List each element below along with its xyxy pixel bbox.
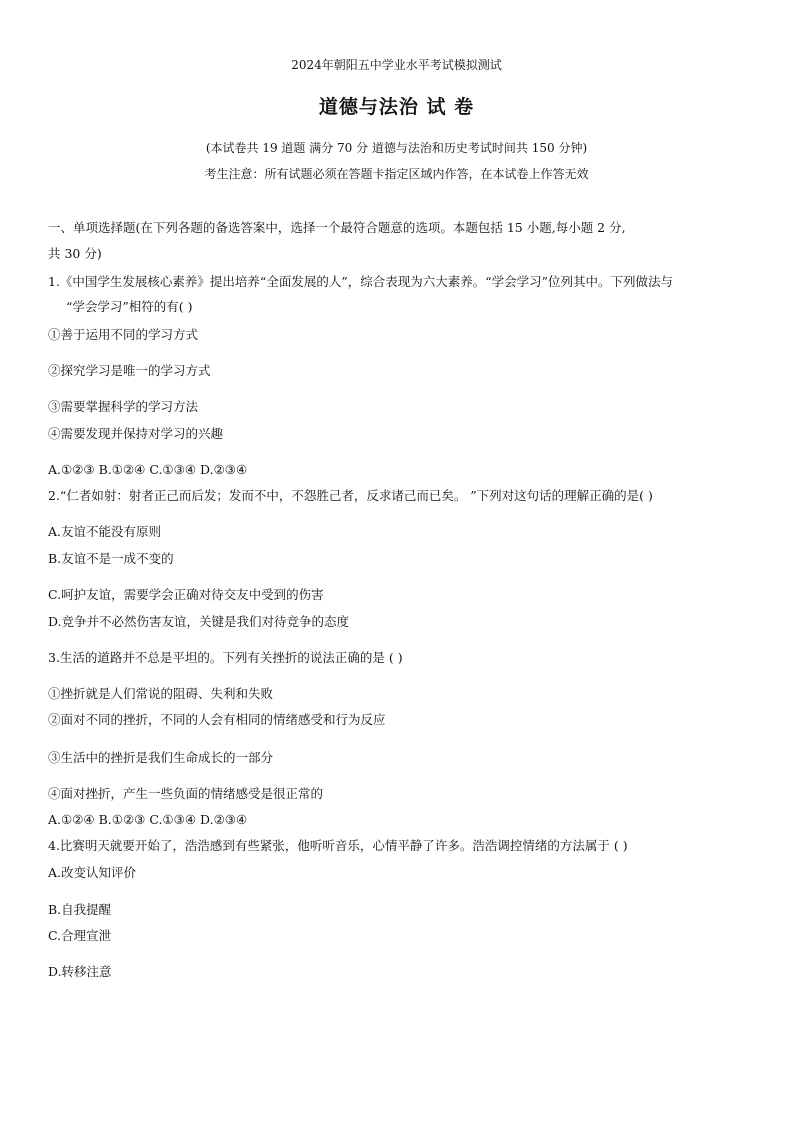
q4-stem: 4.比赛明天就要开始了，浩浩感到有些紧张，他听听音乐，心情平静了许多。浩浩调控情绪的方法属于 ( ): [48, 838, 628, 853]
q2-choice-d: D.竞争并不必然伤害友谊，关键是我们对待竞争的态度: [48, 614, 350, 629]
q2-choice-a: A.友谊不能没有原则: [48, 524, 162, 539]
q3-statement-4: ④面对挫折，产生一些负面的情绪感受是很正常的: [48, 786, 324, 801]
q4-choice-d: D.转移注意: [48, 964, 112, 979]
school-exam-line: 2024年朝阳五中学业水平考试模拟测试: [291, 58, 502, 72]
q3-statement-2: ②面对不同的挫折，不同的人会有相同的情绪感受和行为反应: [48, 712, 386, 727]
q2-choice-c: C.呵护友谊，需要学会正确对待交友中受到的伤害: [48, 587, 324, 602]
q1-stem-line2: “学会学习”相符的有( ): [66, 299, 193, 314]
q4-choice-a: A.改变认知评价: [48, 865, 137, 880]
q3-statement-1: ①挫折就是人们常说的阻碍、失利和失败: [48, 686, 274, 701]
q2-choice-b: B.友谊不是一成不变的: [48, 551, 174, 566]
section-heading-line1: 一、单项选择题(在下列各题的备选答案中，选择一个最符合题意的选项。本题包括 15 小题,每小题 2 分,: [48, 220, 626, 235]
q1-stem-line1: 1.《中国学生发展核心素养》提出培养“全面发展的人”，综合表现为六大素养。“学会学习”位列其中。下列做法与: [48, 274, 673, 289]
q3-options: A.①②④ B.①②③ C.①③④ D.②③④: [48, 812, 248, 827]
q1-statement-2: ②探究学习是唯一的学习方式: [48, 363, 211, 378]
q3-statement-3: ③生活中的挫折是我们生命成长的一部分: [48, 750, 274, 765]
q1-statement-4: ④需要发现并保持对学习的兴趣: [48, 426, 224, 441]
subject-title: 道德与法治 试 卷: [318, 96, 475, 118]
q3-stem: 3.生活的道路并不总是平坦的。下列有关挫折的说法正确的是 ( ): [48, 650, 403, 665]
section-heading-line2: 共 30 分): [48, 246, 102, 261]
exam-info: (本试卷共 19 道题 满分 70 分 道德与法治和历史考试时间共 150 分钟): [205, 141, 588, 155]
q4-choice-b: B.自我提醒: [48, 902, 112, 917]
q4-choice-c: C.合理宣泄: [48, 928, 112, 943]
exam-notice: 考生注意：所有试题必须在答题卡指定区域内作答，在本试卷上作答无效: [204, 167, 589, 181]
q1-statement-1: ①善于运用不同的学习方式: [48, 327, 199, 342]
q1-options: A.①②③ B.①②④ C.①③④ D.②③④: [48, 462, 248, 477]
q1-statement-3: ③需要掌握科学的学习方法: [48, 399, 199, 414]
q2-stem: 2.“仁者如射：射者正己而后发；发而不中，不怨胜己者，反求诸己而已矣。 ”下列对这句话的理解正确的是( ): [48, 488, 653, 503]
